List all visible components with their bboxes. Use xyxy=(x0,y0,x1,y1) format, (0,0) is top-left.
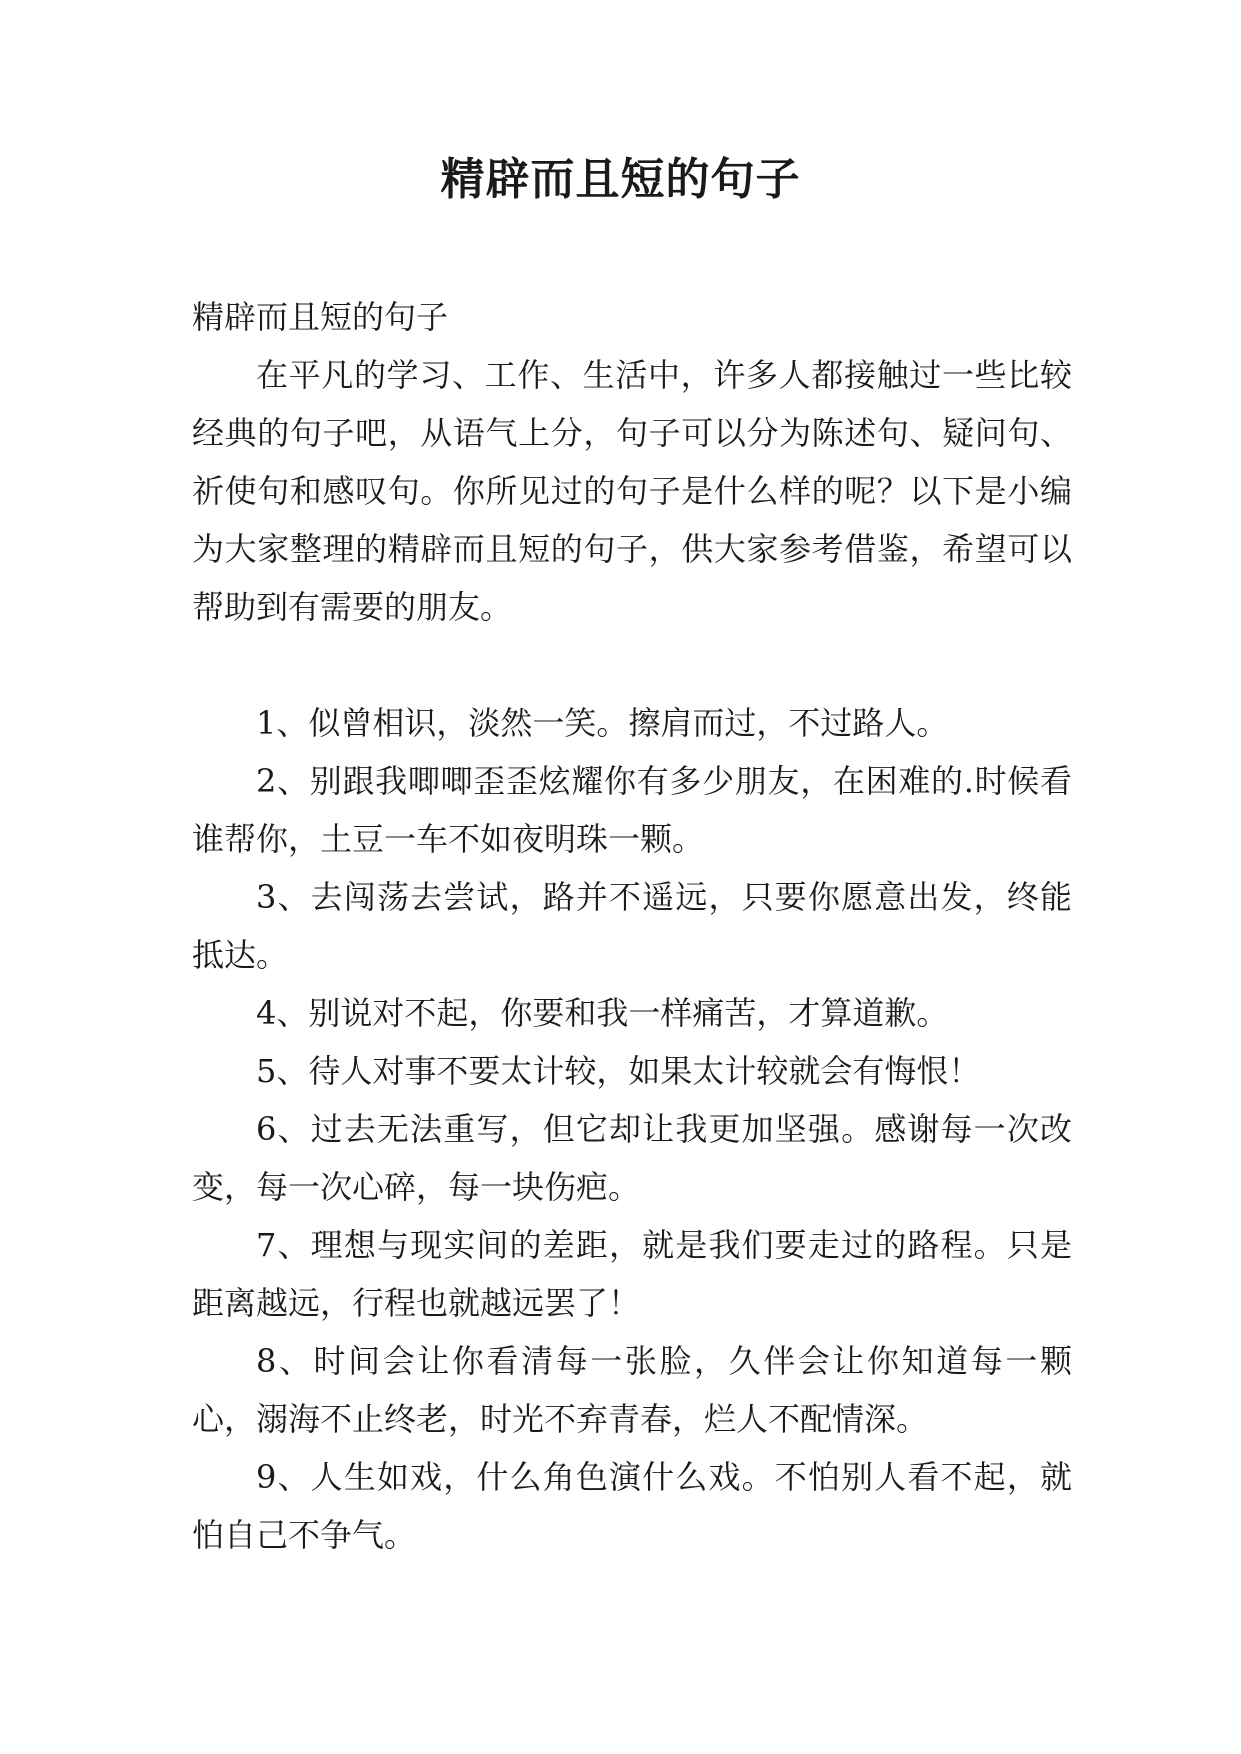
document-title: 精辟而且短的句子 xyxy=(440,154,801,205)
list-item: 9、人生如戏，什么角色演什么戏。不怕别人看不起，就怕自己不争气。 xyxy=(192,1458,1072,1554)
list-item: 1、似曾相识，淡然一笑。擦肩而过，不过路人。 xyxy=(256,704,949,742)
list-item: 7、理想与现实间的差距，就是我们要走过的路程。只是距离越远，行程也就越远罢了！ xyxy=(192,1226,1072,1322)
list-item: 6、过去无法重写，但它却让我更加坚强。感谢每一次改变，每一次心碎，每一块伤疤。 xyxy=(192,1110,1072,1206)
list-item: 3、去闯荡去尝试，路并不遥远，只要你愿意出发，终能抵达。 xyxy=(192,878,1072,974)
list-item: 5、待人对事不要太计较，如果太计较就会有悔恨！ xyxy=(256,1052,981,1090)
document-body xyxy=(192,288,1072,1564)
paragraph-spacer xyxy=(192,636,1072,694)
document-subtitle: 精辟而且短的句子 xyxy=(192,298,449,336)
list-item: 4、别说对不起，你要和我一样痛苦，才算道歉。 xyxy=(256,994,949,1032)
list-item: 8、时间会让你看清每一张脸，久伴会让你知道每一颗心，溺海不止终老，时光不弃青春，烂人不配情深。 xyxy=(192,1342,1072,1438)
intro-paragraph: 在平凡的学习、工作、生活中，许多人都接触过一些比较经典的句子吧，从语气上分，句子可以分为陈述句、疑问句、祈使句和感叹句。你所见过的句子是什么样的呢？以下是小编为大家整理的精辟而且短的句子，供大家参考借鉴，希望可以帮助到有需要的朋友。 xyxy=(192,356,1072,626)
list-item: 2、别跟我唧唧歪歪炫耀你有多少朋友，在困难的.时候看谁帮你，土豆一车不如夜明珠一颗。 xyxy=(192,762,1072,858)
